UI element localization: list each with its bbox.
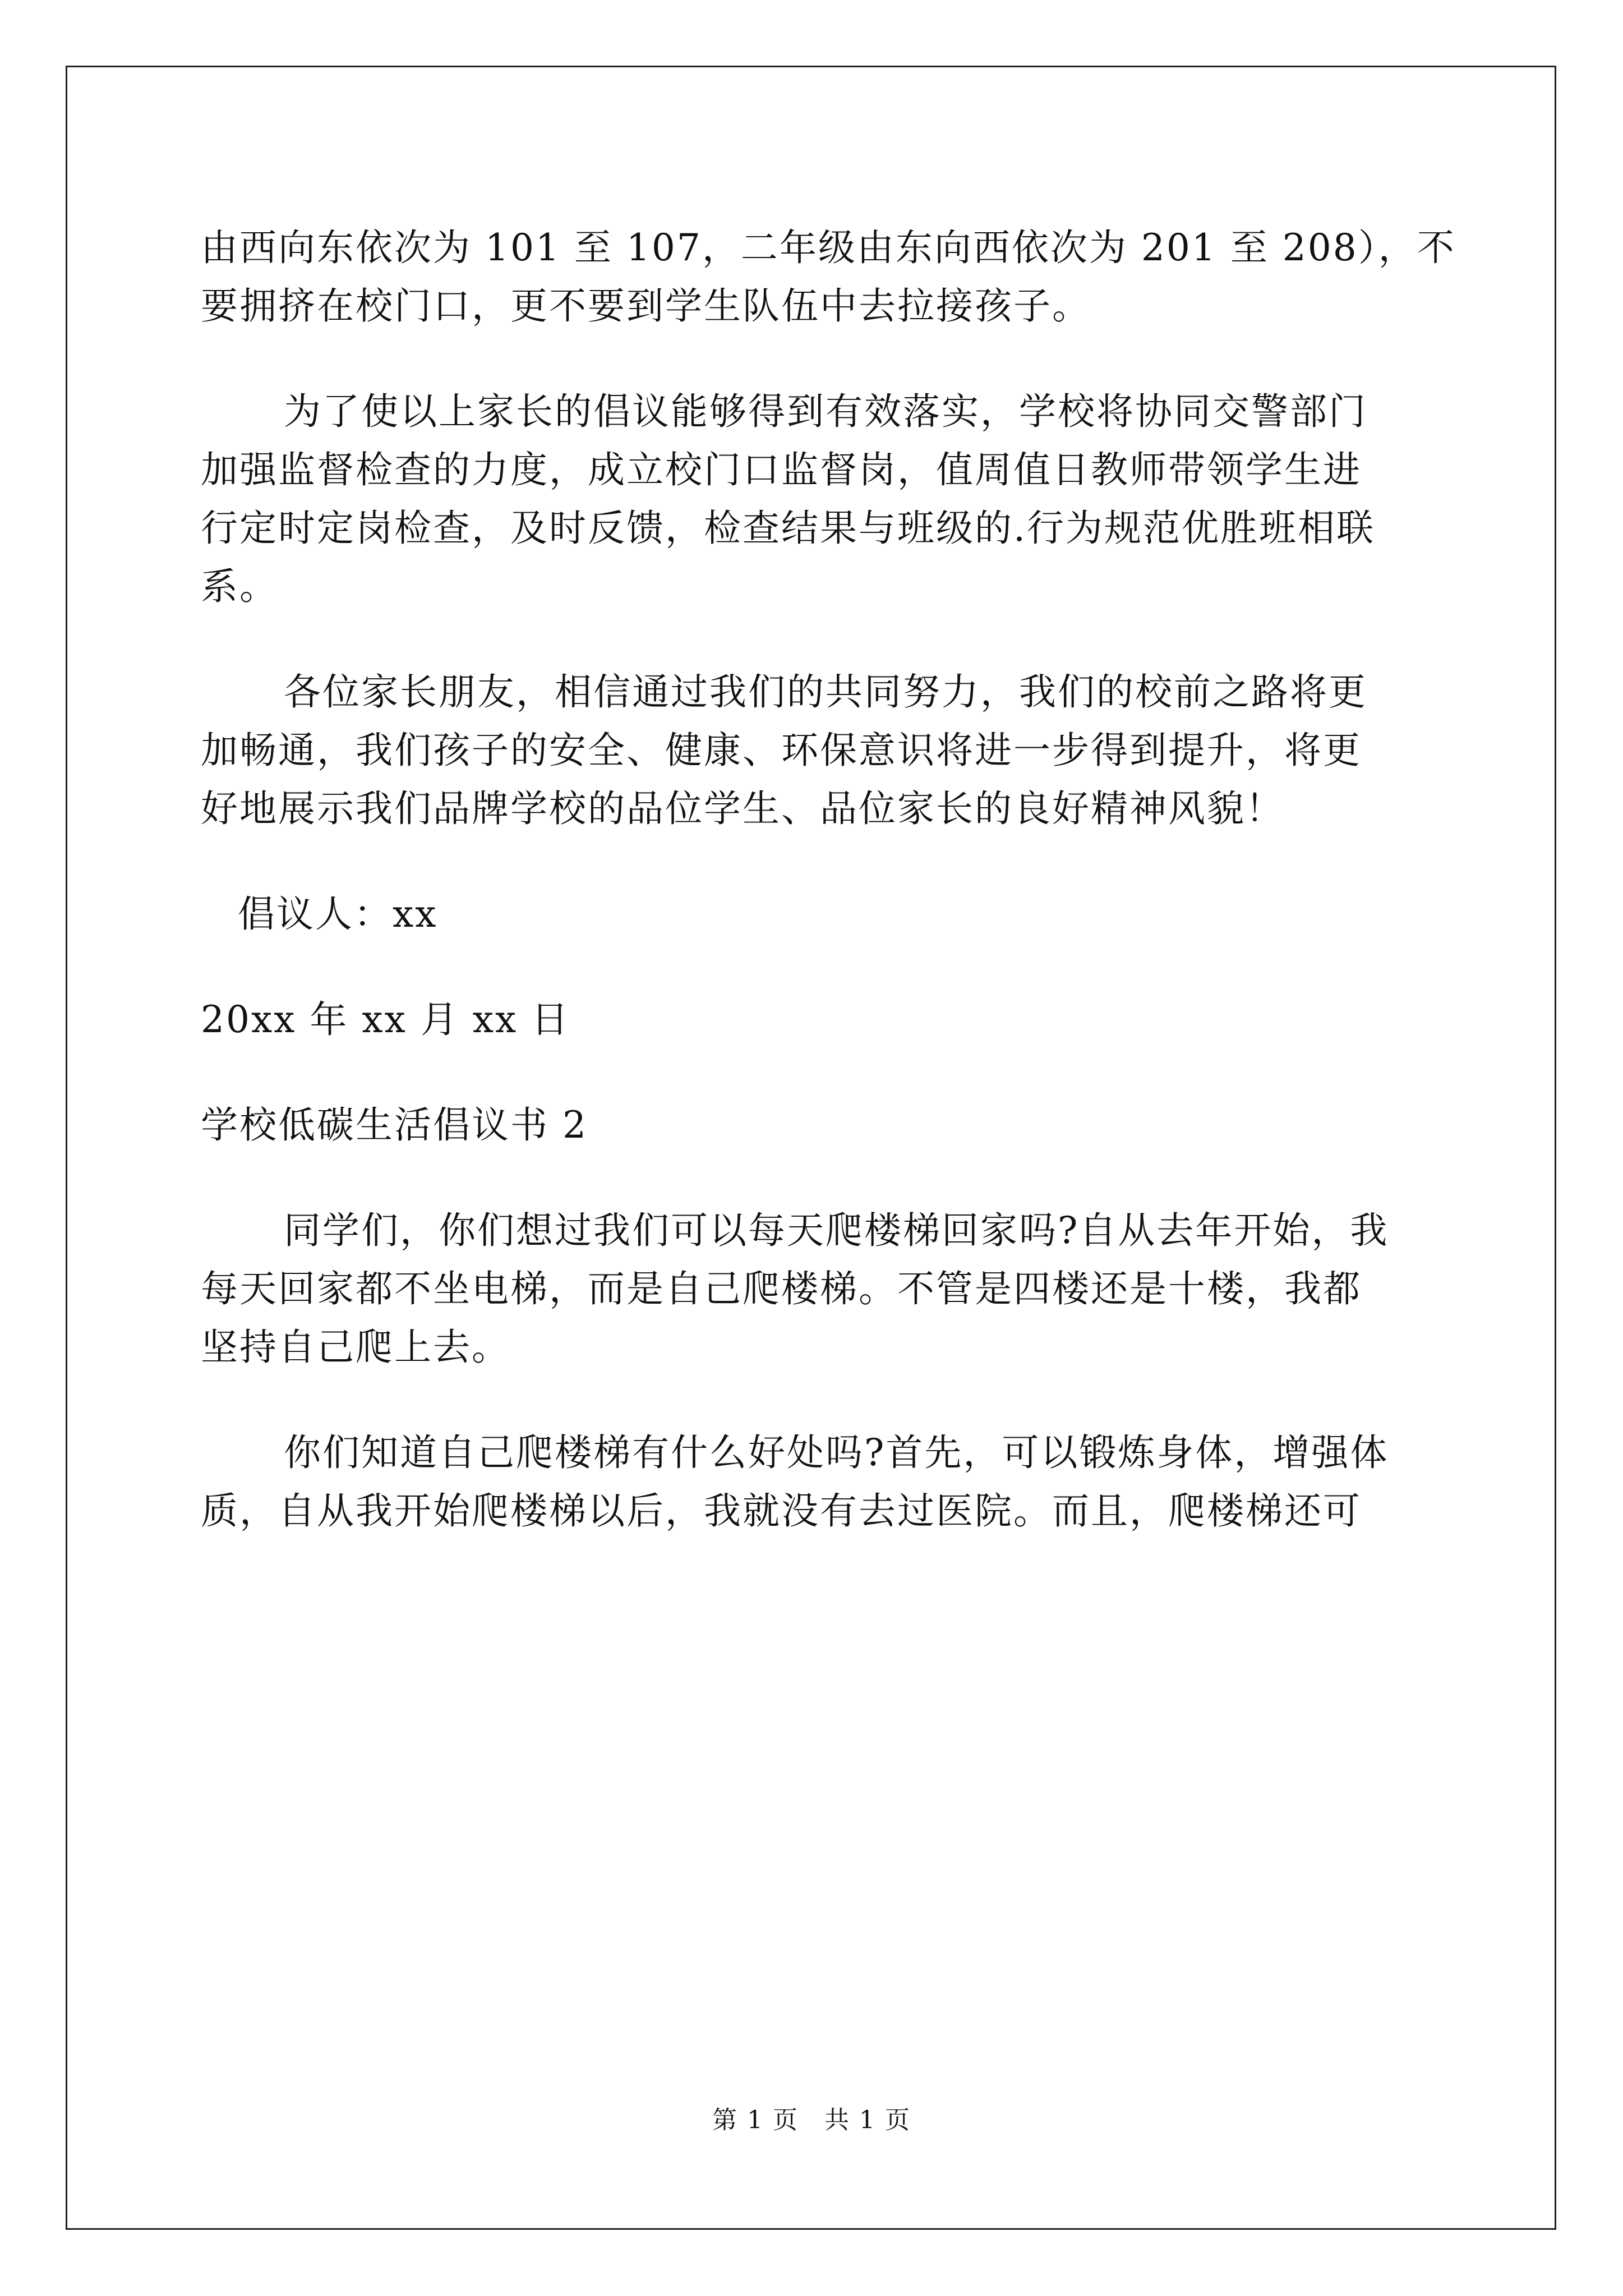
- text-line: 各位家长朋友，相信通过我们的共同努力，我们的校前之路将更: [284, 670, 1367, 714]
- paragraph-1: [201, 219, 1456, 335]
- text-line: 坚持自己爬上去。: [201, 1326, 510, 1369]
- page-number-footer: 第 1 页 共 1 页: [712, 2106, 911, 2134]
- paragraph-3: [201, 663, 1423, 838]
- text-line: 由西向东依次为 101 至 107，二年级由东向西依次为 201 至 208），不: [201, 226, 1456, 269]
- text-line: 好地展示我们品牌学校的品位学生、品位家长的良好精神风貌！: [201, 787, 1284, 830]
- paragraph-4: [201, 1202, 1423, 1377]
- paragraph-5: [201, 1424, 1423, 1540]
- text-line: 质，自从我开始爬楼梯以后，我就没有去过医院。而且，爬楼梯还可: [201, 1489, 1362, 1533]
- text-line: 你们知道自己爬楼梯有什么好处吗?首先，可以锻炼身体，增强体: [284, 1431, 1389, 1474]
- text-line: 系。: [201, 565, 278, 608]
- text-line: 加强监督检查的力度，成立校门口监督岗，值周值日教师带领学生进: [201, 448, 1362, 491]
- text-line: 同学们，你们想过我们可以每天爬楼梯回家吗?自从去年开始，我: [284, 1209, 1389, 1252]
- document-body: [201, 219, 1456, 1588]
- text-line: 为了使以上家长的倡议能够得到有效落实，学校将协同交警部门: [284, 390, 1367, 433]
- date-line: 20xx 年 xx 月 xx 日: [201, 998, 570, 1041]
- section-title: 学校低碳生活倡议书 2: [201, 1103, 588, 1147]
- text-line: 要拥挤在校门口，更不要到学生队伍中去拉接孩子。: [201, 284, 1091, 328]
- text-line: 行定时定岗检查，及时反馈，检查结果与班级的.行为规范优胜班相联: [201, 507, 1375, 550]
- paragraph-2: [201, 383, 1423, 616]
- signer-line: 倡议人：xx: [238, 892, 438, 936]
- text-line: 每天回家都不坐电梯，而是自己爬楼梯。不管是四楼还是十楼，我都: [201, 1267, 1362, 1310]
- text-line: 加畅通，我们孩子的安全、健康、环保意识将进一步得到提升，将更: [201, 729, 1362, 772]
